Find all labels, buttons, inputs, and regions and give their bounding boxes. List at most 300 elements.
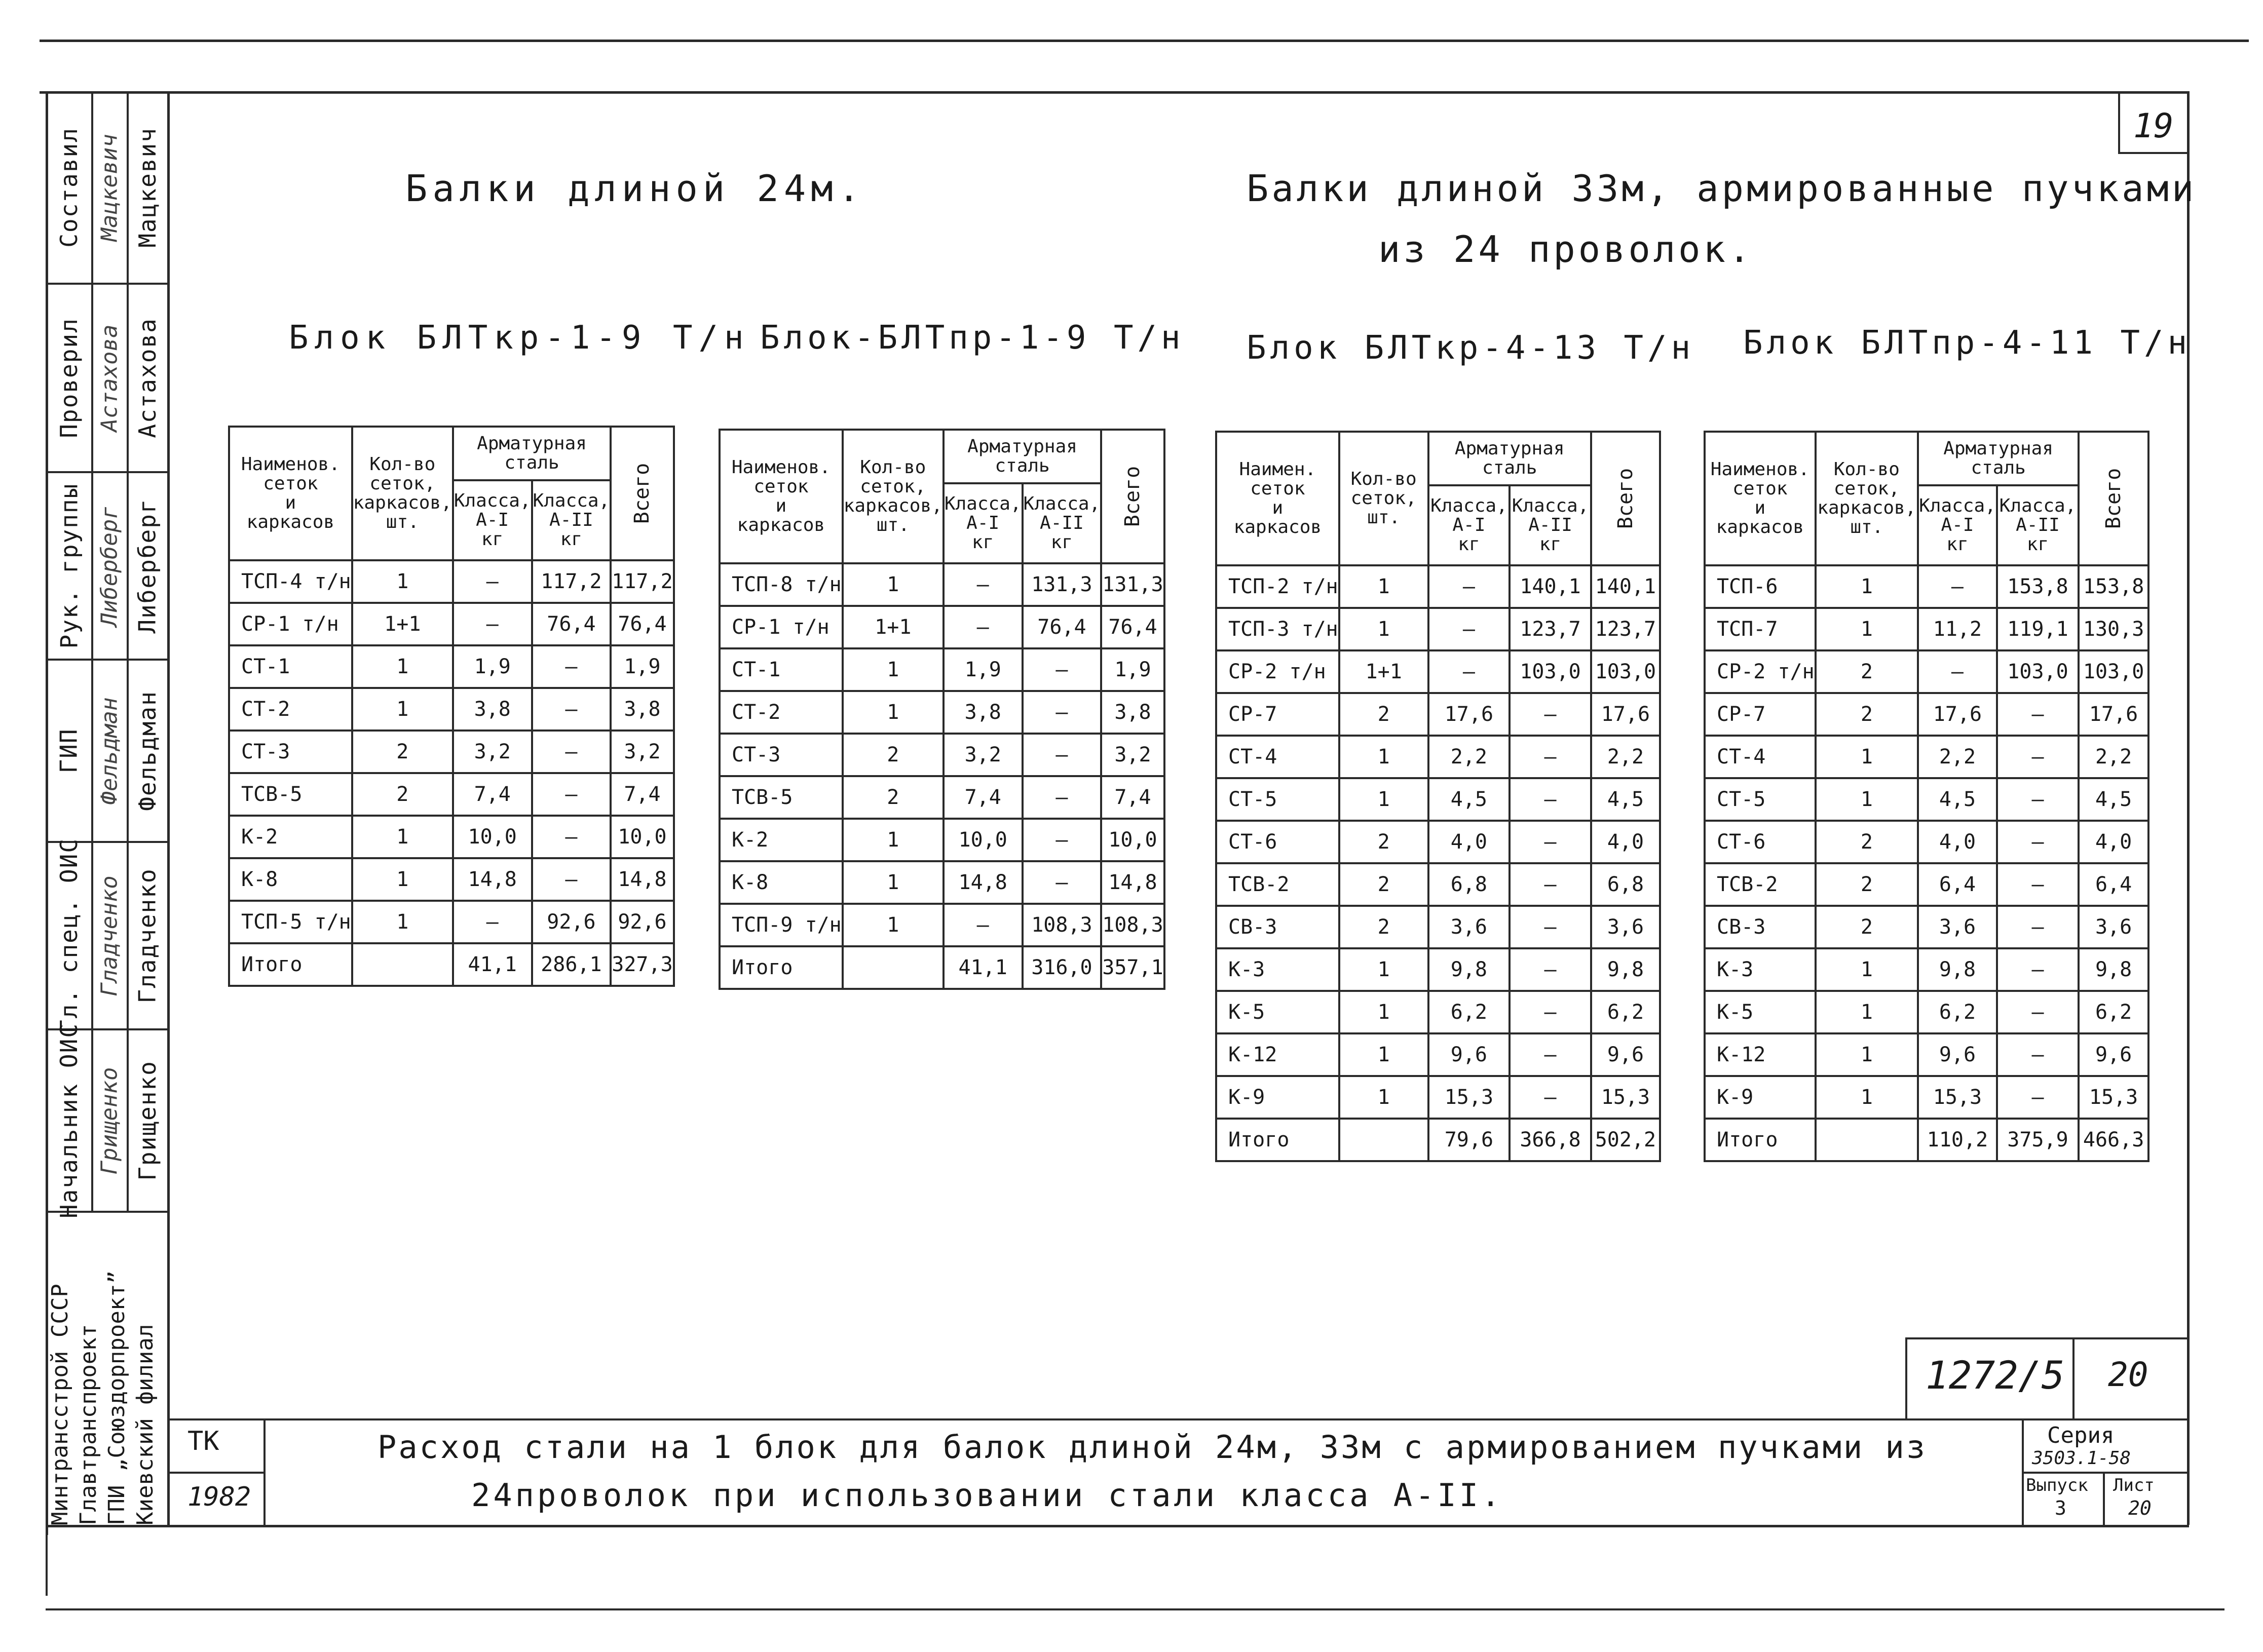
heading-right-line1: Балки длиной 33м, армированные пучками [1247, 167, 2197, 210]
table-row [1216, 778, 1660, 821]
series-value: 3503.1-58 [2032, 1448, 2131, 1469]
footer-caption-line1: Расход стали на 1 блок для балок длиной 24м, 33м с армированием пучками из [378, 1429, 1928, 1466]
item-count-cell: 1 [1816, 948, 1918, 991]
table-body [1216, 565, 1660, 1161]
tk-label: ТК [187, 1426, 219, 1456]
table-row [720, 606, 1164, 648]
steel-class-1-cell: 10,0 [453, 816, 532, 858]
steel-class-1-cell: 3,6 [1428, 906, 1510, 948]
steel-class-1-cell: 2,2 [1428, 736, 1510, 778]
item-count-cell [1816, 1119, 1918, 1161]
titleblock-name-4: Гладченко [134, 868, 161, 1004]
item-name-cell: СТ-2 [229, 688, 352, 731]
item-total-cell: 502,2 [1591, 1119, 1660, 1161]
titleblock-name-3: Фельдман [134, 690, 161, 811]
item-name-cell: К-8 [720, 861, 843, 904]
item-name-cell: СТ-5 [1705, 778, 1816, 821]
item-name-cell: СТ-1 [229, 645, 352, 688]
issue-label: Выпуск [2026, 1475, 2088, 1495]
item-name-cell: ТСВ-2 [1705, 863, 1816, 906]
steel-class-1-cell: 6,8 [1428, 863, 1510, 906]
item-name-cell: Итого [720, 946, 843, 989]
item-count-cell: 2 [1816, 650, 1918, 693]
item-name-cell: К-9 [1216, 1076, 1339, 1119]
item-total-cell: 9,8 [2079, 948, 2148, 991]
item-name-cell: К-12 [1705, 1033, 1816, 1076]
item-count-cell: 1 [1339, 778, 1428, 821]
heading-left: Балки длиной 24м. [405, 167, 865, 210]
steel-class-1-cell: 6,2 [1918, 991, 1997, 1033]
steel-class-1-cell: 2,2 [1918, 736, 1997, 778]
header-class-1: Класса, А-І кг [1428, 485, 1510, 565]
table-row [1705, 821, 2148, 863]
header-class-2: Класса, А-ІІ кг [1510, 485, 1591, 565]
signature-1: Астахова [96, 324, 123, 432]
steel-class-1-cell: — [944, 563, 1023, 606]
item-name-cell: ТСП-2 т/н [1216, 565, 1339, 608]
item-count-cell: 1+1 [1339, 650, 1428, 693]
steel-class-1-cell: 1,9 [453, 645, 532, 688]
item-total-cell: 357,1 [1101, 946, 1164, 989]
item-count-cell: 1 [1816, 565, 1918, 608]
header-count: Кол-во сеток, шт. [1339, 432, 1428, 565]
steel-class-1-cell: 9,8 [1918, 948, 1997, 991]
table-row [1216, 650, 1660, 693]
item-total-cell: 10,0 [611, 816, 673, 858]
item-total-cell: 3,6 [2079, 906, 2148, 948]
steel-class-1-cell: 4,5 [1428, 778, 1510, 821]
table-row [1216, 693, 1660, 736]
table-row [1705, 1076, 2148, 1119]
item-total-cell: 108,3 [1101, 904, 1164, 946]
titleblock-role-0: Составил [55, 127, 83, 248]
series-box-mid [2022, 1472, 2189, 1474]
item-name-cell: ТСП-6 [1705, 565, 1816, 608]
steel-class-2-cell: 131,3 [1023, 563, 1102, 606]
steel-class-1-cell: 15,3 [1918, 1076, 1997, 1119]
titleblock-name-5: Грищенко [134, 1060, 161, 1181]
table-row [1216, 863, 1660, 906]
steel-class-1-cell: 9,8 [1428, 948, 1510, 991]
steel-class-1-cell: 17,6 [1428, 693, 1510, 736]
steel-class-2-cell: 76,4 [532, 603, 611, 645]
item-count-cell: 2 [1339, 906, 1428, 948]
org-line-2: ГПИ „Союздорпроект” [104, 1270, 130, 1525]
item-count-cell: 1 [1339, 1033, 1428, 1076]
item-total-cell: 9,6 [1591, 1033, 1660, 1076]
header-class-1: Класса, А-І кг [1918, 485, 1997, 565]
table-row [229, 688, 674, 731]
table-row [1216, 991, 1660, 1033]
item-count-cell: 1 [843, 861, 944, 904]
steel-class-2-cell: — [1510, 948, 1591, 991]
item-name-cell: СР-2 т/н [1216, 650, 1339, 693]
steel-table-3 [1215, 431, 1661, 1162]
header-class-2: Класса, А-ІІ кг [1997, 485, 2079, 565]
steel-class-2-cell: — [1510, 1076, 1591, 1119]
steel-class-1-cell: — [944, 904, 1023, 946]
titleblock-role-2: Рук. группы [55, 483, 83, 649]
item-name-cell: ТСП-3 т/н [1216, 608, 1339, 650]
footer-caption-line2: 24проволок при использовании стали класса А-ІІ. [471, 1477, 1503, 1514]
item-count-cell: 1 [352, 645, 453, 688]
steel-class-1-cell: 6,4 [1918, 863, 1997, 906]
steel-table-2 [719, 429, 1165, 990]
page-box-left [2118, 91, 2120, 152]
item-total-cell: 14,8 [1101, 861, 1164, 904]
steel-class-1-cell: 11,2 [1918, 608, 1997, 650]
item-name-cell: Итого [229, 943, 352, 986]
steel-class-2-cell: — [1023, 861, 1102, 904]
signature-5: Грищенко [96, 1067, 123, 1174]
steel-class-2-cell: — [1510, 1033, 1591, 1076]
item-count-cell: 1 [1816, 736, 1918, 778]
item-total-cell: 3,6 [1591, 906, 1660, 948]
item-count-cell [352, 943, 453, 986]
table-row [1705, 608, 2148, 650]
item-name-cell: ТСВ-5 [720, 776, 843, 819]
total-row [720, 946, 1164, 989]
item-name-cell: СР-7 [1705, 693, 1816, 736]
steel-class-2-cell: 153,8 [1997, 565, 2079, 608]
item-count-cell: 1 [1816, 778, 1918, 821]
item-name-cell: К-3 [1216, 948, 1339, 991]
steel-class-2-cell: — [532, 816, 611, 858]
item-total-cell: 15,3 [1591, 1076, 1660, 1119]
signature-0: Мацкевич [96, 134, 123, 241]
item-total-cell: 103,0 [1591, 650, 1660, 693]
item-total-cell: 14,8 [611, 858, 673, 901]
item-total-cell: 17,6 [1591, 693, 1660, 736]
organisation-block [47, 1213, 167, 1525]
table-row [720, 734, 1164, 776]
table-row [229, 901, 674, 943]
steel-class-1-cell: 17,6 [1918, 693, 1997, 736]
code-box-top [1905, 1337, 2187, 1339]
org-line-1: Главтранспроект [76, 1324, 101, 1525]
steel-class-1-cell: 14,8 [453, 858, 532, 901]
header-steel: Арматурная сталь [944, 430, 1101, 483]
item-count-cell: 1 [843, 648, 944, 691]
steel-class-1-cell: 6,2 [1428, 991, 1510, 1033]
item-total-cell: 117,2 [611, 560, 673, 603]
steel-class-2-cell: — [532, 858, 611, 901]
item-count-cell: 1 [1339, 736, 1428, 778]
item-total-cell: 9,6 [2079, 1033, 2148, 1076]
steel-class-2-cell: 366,8 [1510, 1119, 1591, 1161]
item-name-cell: К-8 [229, 858, 352, 901]
drawing-code: 1272/5 [1926, 1353, 2065, 1398]
item-total-cell: 3,2 [611, 731, 673, 773]
item-total-cell: 6,2 [2079, 991, 2148, 1033]
signature-2: Либерберг [96, 505, 123, 627]
steel-class-2-cell: — [1997, 821, 2079, 863]
item-name-cell: К-3 [1705, 948, 1816, 991]
table-row [1705, 906, 2148, 948]
item-name-cell: К-2 [720, 819, 843, 861]
table-row [229, 731, 674, 773]
table-row [720, 904, 1164, 946]
steel-class-2-cell: — [1023, 691, 1102, 734]
steel-class-1-cell: 41,1 [453, 943, 532, 986]
steel-class-2-cell: 123,7 [1510, 608, 1591, 650]
frame-top-line [40, 40, 2249, 42]
steel-table-4 [1704, 431, 2149, 1162]
item-name-cell: Итого [1216, 1119, 1339, 1161]
table-row [1705, 948, 2148, 991]
titleblock-name-0: Мацкевич [134, 127, 161, 248]
item-name-cell: К-9 [1705, 1076, 1816, 1119]
org-line-0: Минтрансстрой СССР [47, 1284, 73, 1525]
table-row [229, 560, 674, 603]
item-count-cell: 2 [843, 776, 944, 819]
item-count-cell: 1+1 [352, 603, 453, 645]
item-total-cell: 7,4 [1101, 776, 1164, 819]
item-total-cell: 4,5 [1591, 778, 1660, 821]
block-title-2: Блок-БЛТпр-1-9 Т/н [760, 319, 1185, 357]
header-class-2: Класса, А-ІІ кг [532, 480, 611, 560]
steel-class-1-cell: 4,0 [1918, 821, 1997, 863]
item-total-cell: 3,2 [1101, 734, 1164, 776]
item-count-cell: 2 [1339, 693, 1428, 736]
item-name-cell: СР-7 [1216, 693, 1339, 736]
item-total-cell: 4,5 [2079, 778, 2148, 821]
item-name-cell: СТ-1 [720, 648, 843, 691]
header-total: Всего [2079, 432, 2148, 565]
steel-class-2-cell: 117,2 [532, 560, 611, 603]
item-name-cell: СТ-4 [1216, 736, 1339, 778]
item-name-cell: К-12 [1216, 1033, 1339, 1076]
steel-class-1-cell: 15,3 [1428, 1076, 1510, 1119]
titleblock-role-4: Гл. спец. ОИС [55, 837, 83, 1034]
steel-class-1-cell: — [453, 901, 532, 943]
table-row [1216, 1076, 1660, 1119]
item-count-cell: 2 [843, 734, 944, 776]
item-total-cell: 153,8 [2079, 565, 2148, 608]
steel-class-1-cell: 4,0 [1428, 821, 1510, 863]
item-total-cell: 1,9 [1101, 648, 1164, 691]
item-total-cell: 1,9 [611, 645, 673, 688]
steel-class-2-cell: 103,0 [1997, 650, 2079, 693]
code-box-left [1905, 1337, 1907, 1418]
header-steel: Арматурная сталь [1428, 432, 1591, 485]
header-steel: Арматурная сталь [453, 427, 611, 480]
steel-class-1-cell: 9,6 [1918, 1033, 1997, 1076]
steel-class-2-cell: 375,9 [1997, 1119, 2079, 1161]
steel-class-2-cell: — [1997, 863, 2079, 906]
steel-class-1-cell: 79,6 [1428, 1119, 1510, 1161]
table-row [1705, 863, 2148, 906]
table-row [1705, 1033, 2148, 1076]
steel-class-2-cell: 119,1 [1997, 608, 2079, 650]
steel-class-1-cell: — [1428, 650, 1510, 693]
item-name-cell: СВ-3 [1705, 906, 1816, 948]
steel-class-2-cell: — [1997, 948, 2079, 991]
item-count-cell: 1 [352, 858, 453, 901]
steel-class-2-cell: — [1997, 778, 2079, 821]
titleblock-role-3: ГИП [55, 728, 83, 774]
table-row [1216, 736, 1660, 778]
steel-class-2-cell: 286,1 [532, 943, 611, 986]
table-row [1705, 565, 2148, 608]
item-total-cell: 6,2 [1591, 991, 1660, 1033]
item-total-cell: 4,0 [1591, 821, 1660, 863]
item-name-cell: СТ-5 [1216, 778, 1339, 821]
item-name-cell: ТСП-8 т/н [720, 563, 843, 606]
item-count-cell: 1 [352, 560, 453, 603]
steel-class-1-cell: 14,8 [944, 861, 1023, 904]
steel-class-2-cell: — [1997, 736, 2079, 778]
steel-class-2-cell: — [1997, 693, 2079, 736]
table-row [1705, 693, 2148, 736]
item-name-cell: СР-1 т/н [229, 603, 352, 645]
item-count-cell: 2 [352, 773, 453, 816]
frame-inner-top-line [40, 91, 2188, 94]
item-name-cell: СВ-3 [1216, 906, 1339, 948]
steel-class-2-cell: — [1023, 648, 1102, 691]
header-count: Кол-во сеток, каркасов, шт. [1816, 432, 1918, 565]
header-names: Наименов. сеток и каркасов [1705, 432, 1816, 565]
steel-class-1-cell: — [1428, 608, 1510, 650]
item-name-cell: СТ-2 [720, 691, 843, 734]
item-name-cell: СТ-6 [1705, 821, 1816, 863]
table-body [1705, 565, 2148, 1161]
steel-class-1-cell: 110,2 [1918, 1119, 1997, 1161]
steel-class-1-cell: 4,5 [1918, 778, 1997, 821]
steel-class-2-cell: 103,0 [1510, 650, 1591, 693]
item-count-cell: 1 [1816, 608, 1918, 650]
item-name-cell: ТСП-7 [1705, 608, 1816, 650]
drawing-code-sheet: 20 [2108, 1355, 2148, 1394]
steel-class-2-cell: — [532, 731, 611, 773]
item-count-cell: 1 [1339, 991, 1428, 1033]
steel-class-1-cell: 7,4 [944, 776, 1023, 819]
item-name-cell: ТСП-9 т/н [720, 904, 843, 946]
steel-class-1-cell: — [1428, 565, 1510, 608]
footer-top-line [167, 1418, 2189, 1420]
steel-class-1-cell: 3,6 [1918, 906, 1997, 948]
item-count-cell: 1 [843, 691, 944, 734]
steel-class-1-cell: 3,2 [453, 731, 532, 773]
page-number: 19 [2133, 106, 2174, 145]
item-total-cell: 123,7 [1591, 608, 1660, 650]
item-total-cell: 17,6 [2079, 693, 2148, 736]
titleblock-role-5: Начальник ОИС [55, 1022, 83, 1219]
steel-class-2-cell: — [1997, 906, 2079, 948]
signature-3: Фельдман [96, 697, 123, 804]
titleblock-name-1: Астахова [134, 318, 161, 438]
total-row [1216, 1119, 1660, 1161]
table-row [1216, 948, 1660, 991]
steel-class-1-cell: — [453, 560, 532, 603]
item-count-cell: 1 [1816, 1033, 1918, 1076]
page-box-bottom [2118, 152, 2189, 154]
header-total: Всего [611, 427, 673, 560]
item-name-cell: СР-1 т/н [720, 606, 843, 648]
header-class-1: Класса, А-І кг [944, 483, 1023, 563]
item-total-cell: 76,4 [611, 603, 673, 645]
table-row [720, 861, 1164, 904]
item-name-cell: К-5 [1216, 991, 1339, 1033]
item-count-cell: 1 [1339, 565, 1428, 608]
header-names: Наимен. сеток и каркасов [1216, 432, 1339, 565]
table-body [720, 563, 1164, 989]
steel-class-1-cell: 7,4 [453, 773, 532, 816]
steel-table-1 [228, 426, 675, 987]
frame-bottom-line [46, 1525, 2189, 1527]
item-name-cell: ТСВ-5 [229, 773, 352, 816]
header-class-1: Класса, А-І кг [453, 480, 532, 560]
total-row [229, 943, 674, 986]
steel-class-2-cell: — [532, 773, 611, 816]
year-label: 1982 [187, 1482, 251, 1512]
steel-class-1-cell: 1,9 [944, 648, 1023, 691]
item-total-cell: 10,0 [1101, 819, 1164, 861]
sheet-value: 20 [2128, 1497, 2152, 1519]
header-total: Всего [1591, 432, 1660, 565]
issue-box-mid [2103, 1472, 2105, 1525]
item-count-cell [1339, 1119, 1428, 1161]
item-count-cell: 1 [1816, 1076, 1918, 1119]
item-total-cell: 140,1 [1591, 565, 1660, 608]
header-count: Кол-во сеток, каркасов, шт. [352, 427, 453, 560]
frame-outer-left-line [46, 1525, 48, 1596]
item-name-cell: ТСП-4 т/н [229, 560, 352, 603]
steel-class-2-cell: 76,4 [1023, 606, 1102, 648]
item-count-cell: 1 [843, 819, 944, 861]
issue-value: 3 [2055, 1497, 2066, 1519]
steel-class-1-cell: — [1918, 565, 1997, 608]
table-row [1216, 821, 1660, 863]
item-name-cell: СТ-4 [1705, 736, 1816, 778]
table-row [720, 563, 1164, 606]
steel-class-2-cell: 92,6 [532, 901, 611, 943]
item-count-cell: 2 [352, 731, 453, 773]
table-row [229, 645, 674, 688]
block-title-1: Блок БЛТкр-1-9 Т/н [289, 319, 750, 357]
item-count-cell: 1 [1339, 608, 1428, 650]
item-count-cell: 2 [1816, 863, 1918, 906]
item-total-cell: 76,4 [1101, 606, 1164, 648]
table-row [229, 858, 674, 901]
item-name-cell: СТ-6 [1216, 821, 1339, 863]
block-title-3: Блок БЛТкр-4-13 Т/н [1247, 329, 1695, 367]
frame-right-line [2187, 91, 2190, 1525]
table-row [229, 773, 674, 816]
table-row [1216, 565, 1660, 608]
item-count-cell: 1 [352, 688, 453, 731]
item-total-cell: 2,2 [2079, 736, 2148, 778]
item-name-cell: К-5 [1705, 991, 1816, 1033]
header-total: Всего [1101, 430, 1164, 563]
item-name-cell: СР-2 т/н [1705, 650, 1816, 693]
item-total-cell: 130,3 [2079, 608, 2148, 650]
item-total-cell: 4,0 [2079, 821, 2148, 863]
series-label: Серия [2047, 1423, 2115, 1448]
item-total-cell: 9,8 [1591, 948, 1660, 991]
item-count-cell: 1 [352, 901, 453, 943]
item-count-cell: 1 [843, 563, 944, 606]
item-count-cell: 1 [843, 904, 944, 946]
item-count-cell: 2 [1339, 863, 1428, 906]
item-name-cell: Итого [1705, 1119, 1816, 1161]
item-count-cell: 2 [1816, 693, 1918, 736]
table-row [1216, 1033, 1660, 1076]
titleblock-right-line [167, 91, 170, 1525]
table-row [229, 816, 674, 858]
table-row [1705, 778, 2148, 821]
titleblock-name-2: Либерберг [134, 498, 161, 634]
